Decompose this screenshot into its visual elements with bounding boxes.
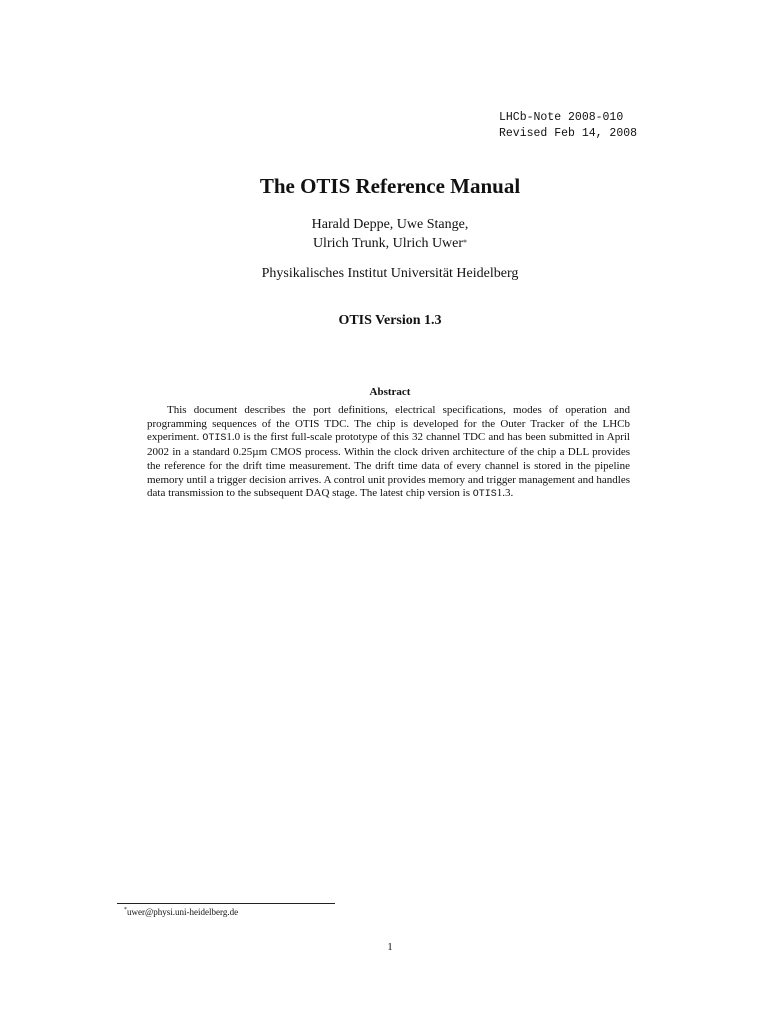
affiliation: Physikalisches Institut Universität Heidelberg	[261, 266, 519, 281]
abstract-text-3: 1.3.	[496, 487, 514, 500]
footnote-divider	[117, 903, 335, 904]
author-list	[0, 215, 768, 253]
footnote	[124, 907, 238, 917]
authors-line-1: Harald Deppe, Uwe Stange,	[311, 217, 469, 232]
chip-name: OTIS	[202, 433, 227, 445]
abstract-heading: Abstract	[369, 386, 411, 398]
note-id: LHCb-Note 2008-010	[499, 111, 624, 124]
page-number: 1	[387, 941, 393, 953]
document-title: The OTIS Reference Manual	[259, 174, 521, 198]
footnote-mark: *	[124, 907, 127, 913]
abstract-text-1: This document describes the port definitions, electrical specifications, modes of operation and programming sequences of the OTIS TDC. The chip is developed for the Outer Tracker of the LHCb experiment.	[147, 404, 630, 444]
authors-line-2	[0, 234, 768, 253]
chip-name: OTIS	[472, 489, 497, 501]
abstract-text-2: 1.0 is the first full-scale prototype of this 32 channel TDC and has been submitted in April 2002 in a standard 0.25µm CMOS process. Within the clock driven architecture of the chip a DLL provides the reference for the drift time measurement. The drift time data of every channel is stored in the pipeline memory until a trigger decision arrives. A control unit provides memory and trigger management and handles data transmission to the subsequent DAQ stage. The latest chip version is	[147, 431, 630, 500]
authors-line-2-text: Ulrich Trunk, Ulrich Uwer	[312, 236, 464, 251]
version-label: OTIS Version 1.3	[338, 313, 442, 328]
author-footnote-mark: *	[463, 238, 468, 247]
note-header	[499, 110, 637, 142]
abstract-body	[147, 404, 630, 502]
revision-date: Revised Feb 14, 2008	[499, 127, 638, 140]
footnote-email: uwer@physi.uni-heidelberg.de	[127, 907, 239, 917]
